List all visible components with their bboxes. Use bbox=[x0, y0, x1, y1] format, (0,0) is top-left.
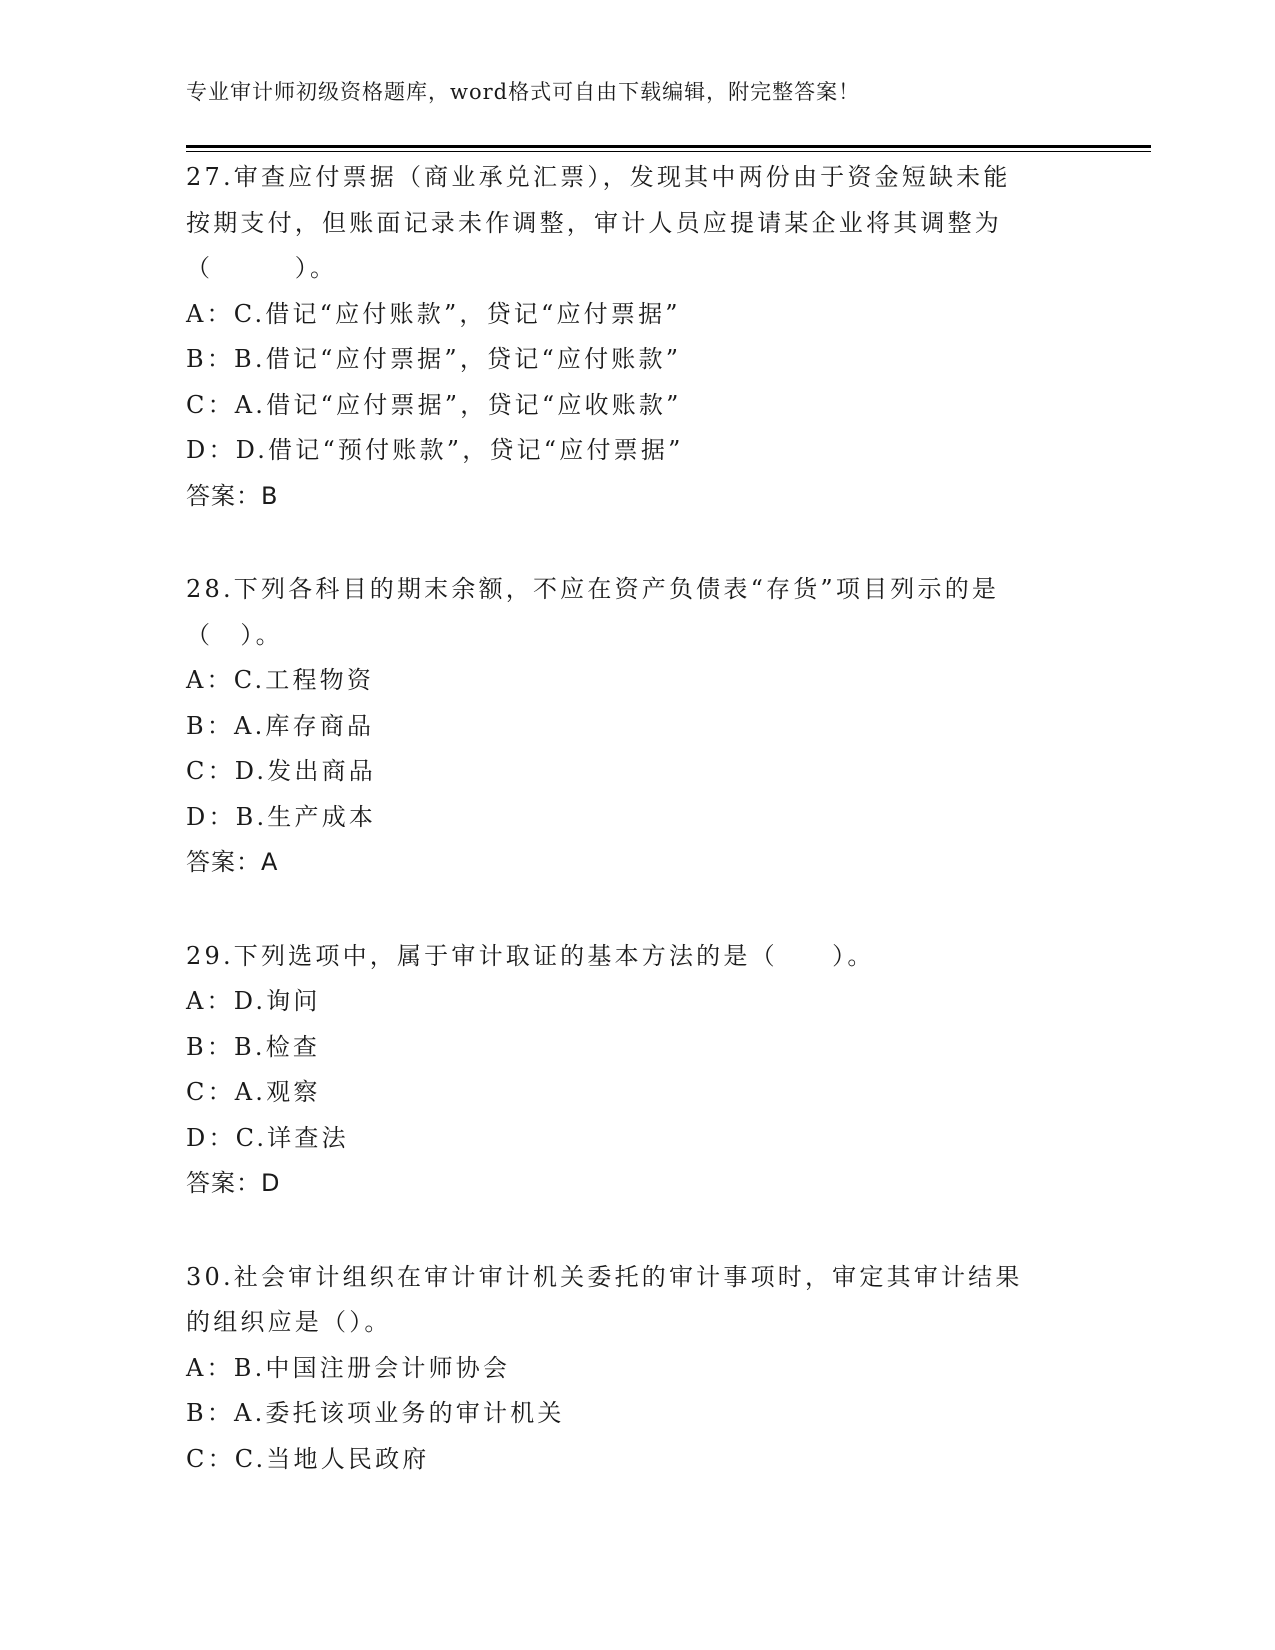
question-29 bbox=[186, 934, 1086, 1207]
option-a: A：B.中国注册会计师协会 bbox=[186, 1353, 511, 1382]
header-rule-thin bbox=[186, 151, 1151, 152]
question-27 bbox=[186, 155, 1086, 519]
option-a: A：D.询问 bbox=[186, 987, 321, 1015]
question-stem-line: 28.下列各科目的期末余额，不应在资产负债表“存货”项目列示的是 bbox=[186, 575, 1000, 603]
option-b: B：A.库存商品 bbox=[186, 711, 375, 740]
answer-line: 答案：D bbox=[186, 1169, 281, 1197]
page-header: 专业审计师初级资格题库，word格式可自由下载编辑，附完整答案！ bbox=[186, 80, 861, 104]
question-30 bbox=[186, 1255, 1086, 1483]
question-stem-line: （ ）。 bbox=[186, 254, 338, 282]
option-d: D：D.借记“预付账款”，贷记“应付票据” bbox=[186, 436, 684, 464]
option-d: D：B.生产成本 bbox=[186, 802, 377, 831]
question-stem-line: （ ）。 bbox=[186, 620, 283, 649]
option-b: B：A.委托该项业务的审计机关 bbox=[186, 1399, 565, 1427]
option-a: A：C.工程物资 bbox=[186, 666, 375, 694]
question-stem-line: 27.审查应付票据（商业承兑汇票），发现其中两份由于资金短缺未能 bbox=[186, 163, 1011, 191]
option-b: B：B.借记“应付票据”，贷记“应付账款” bbox=[186, 345, 682, 373]
option-c: C：C.当地人民政府 bbox=[186, 1444, 430, 1473]
question-stem-line: 按期支付，但账面记录未作调整，审计人员应提请某企业将其调整为 bbox=[186, 208, 1002, 237]
answer-line: 答案：B bbox=[186, 481, 279, 510]
question-stem-line: 30.社会审计组织在审计审计机关委托的审计事项时，审定其审计结果 bbox=[186, 1262, 1023, 1291]
option-b: B：B.检查 bbox=[186, 1032, 321, 1061]
question-stem-line: 29.下列选项中，属于审计取证的基本方法的是（ ）。 bbox=[186, 941, 875, 970]
option-c: C：A.借记“应付票据”，贷记“应收账款” bbox=[186, 390, 682, 419]
question-list bbox=[186, 155, 1086, 1530]
option-a: A：C.借记“应付账款”，贷记“应付票据” bbox=[186, 299, 681, 328]
question-28 bbox=[186, 567, 1086, 886]
header-rule-thick bbox=[186, 145, 1151, 148]
option-d: D：C.详查法 bbox=[186, 1123, 349, 1152]
question-stem-line: 的组织应是（）。 bbox=[186, 1308, 392, 1336]
option-c: C：D.发出商品 bbox=[186, 757, 376, 785]
option-c: C：A.观察 bbox=[186, 1078, 321, 1106]
answer-line: 答案：A bbox=[186, 848, 279, 876]
